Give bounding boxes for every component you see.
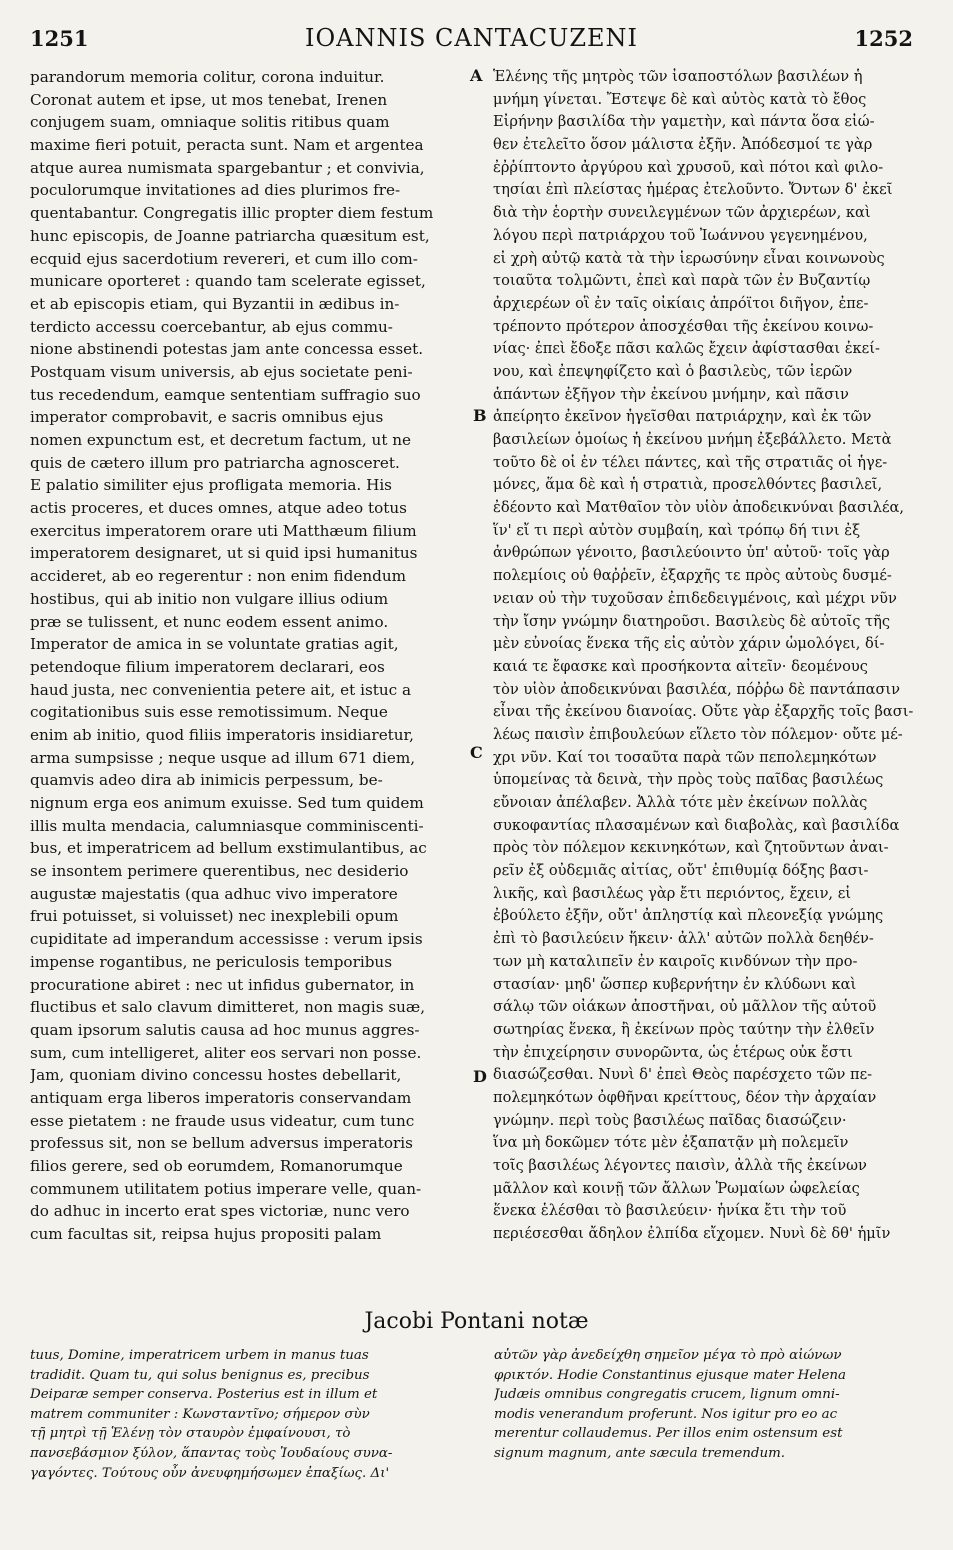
greek-text-line: ἵν' εἴ τι περὶ αὐτὸν συμβαίη, καὶ τρόπῳ δή τινι ἐξ bbox=[493, 521, 861, 539]
latin-text-line: illis multa mendacia, calumniasque comminiscenti- bbox=[30, 816, 424, 835]
margin-letter-c: C bbox=[470, 743, 483, 762]
note-text-line: γαγόντες. Τούτους οὖν ἀνευφημήσωμεν ἐπαξίως. Δι' bbox=[30, 1465, 390, 1481]
latin-text-line: Postquam visum universis, ab ejus societate peni- bbox=[30, 362, 413, 381]
latin-text-line: haud justa, nec convenientia petere ait, et istuc a bbox=[30, 680, 412, 699]
greek-text-line: εἶναι τῆς ἐκείνου διανοίας. Οὔτε γὰρ ἐξαρχῆς τοῖς βασι- bbox=[493, 703, 913, 721]
latin-text-line: quam ipsorum salutis causa ad hoc munus aggres- bbox=[30, 1020, 420, 1039]
latin-text-line: nignum erga eos animum exuisse. Sed tum quidem bbox=[30, 794, 424, 812]
greek-text-line: ἀπείρητο ἐκεῖνον ἡγεῖσθαι πατριάρχην, καὶ ἐκ τῶν bbox=[493, 408, 872, 426]
latin-text-line: maxime fieri potuit, peracta sunt. Nam et argentea bbox=[30, 136, 424, 155]
note-text-line: Judæis omnibus congregatis crucem, lignum omni- bbox=[494, 1387, 840, 1403]
greek-text-line: μὲν εὐνοίας ἕνεκα τῆς εἰς αὐτὸν χάριν ὡμολόγει, δί- bbox=[493, 635, 885, 653]
greek-text-line: Εἰρήνην βασιλίδα τὴν γαμετὴν, καὶ πάντα ὅσα εἰώ- bbox=[493, 113, 875, 131]
latin-text-line: se insontem perimere querentibus, nec desiderio bbox=[30, 862, 409, 881]
greek-text-line: ὑπομείνας τὰ δεινὰ, τὴν πρὸς τοὺς παῖδας βασιλέως bbox=[493, 771, 884, 789]
latin-text-line: cogitationibus suis esse remotissimum. Neque bbox=[30, 703, 388, 722]
greek-text-line: πολεμηκότων ὀφθῆναι κρείττους, δέον τὴν ἀρχαίαν bbox=[493, 1088, 877, 1106]
greek-text-line: λόγου περὶ πατριάρχου τοῦ Ἰωάννου γεγενημένου, bbox=[493, 226, 868, 244]
greek-text-line: τοῖς βασιλέως λέγοντες παισὶν, ἀλλὰ τῆς ἐκείνων bbox=[493, 1157, 867, 1174]
latin-text-line: Coronat autem et ipse, ut mos tenebat, Irenen bbox=[30, 90, 388, 109]
note-text-line: tradidit. Quam tu, qui solus benignus es, precibus bbox=[30, 1367, 370, 1383]
greek-text-line: τοῦτο δὲ οἱ ἐν τέλει πάντες, καὶ τῆς στρατιᾶς οἱ ἡγε- bbox=[493, 453, 888, 471]
latin-text-line: enim ab initio, quod filiis imperatoris insidiaretur, bbox=[30, 725, 414, 744]
latin-text-line: impense rogantibus, ne periculosis temporibus bbox=[30, 952, 392, 971]
latin-text-line: professus sit, non se bellum adversus imperatoris bbox=[30, 1134, 413, 1153]
latin-text-line: præ se tulissent, et nunc eodem essent animo. bbox=[30, 612, 389, 631]
page-number-left: 1251 bbox=[30, 26, 89, 51]
latin-text-line: poculorumque invitationes ad dies plurimos fre- bbox=[30, 181, 401, 200]
greek-text-line: ἀνθρώπων γένοιτο, βασιλεύοιντο ὑπ' αὐτοῦ· τοῖς γὰρ bbox=[493, 544, 890, 562]
latin-text-line: ecquid ejus sacerdotium revereri, et cum illo com- bbox=[30, 249, 418, 268]
note-text-line: φρικτόν. Hodie Constantinus ejusque mater Helena bbox=[494, 1367, 847, 1383]
greek-text-line: διὰ τὴν ἑορτὴν συνειλεγμένων τῶν ἀρχιερέων, καὶ bbox=[493, 204, 871, 222]
latin-text-line: conjugem suam, omniaque solitis ritibus quam bbox=[30, 113, 390, 132]
latin-text-line: imperator comprobavit, e sacris omnibus ejus bbox=[30, 408, 384, 427]
greek-text-line: ἐδέοντο καὶ Ματθαῖον τὸν υἱὸν ἀποδεικνύναι βασιλέα, bbox=[493, 499, 904, 517]
latin-text-line: bus, et imperatricem ad bellum exstimulantibus, ac bbox=[30, 839, 427, 858]
latin-text-line: actis proceres, et duces omnes, atque adeo totus bbox=[30, 499, 407, 518]
latin-text-line: communem utilitatem potius imperare velle, quan- bbox=[30, 1179, 422, 1198]
running-title: IOANNIS CANTACUZENI bbox=[304, 24, 639, 52]
greek-text-line: βασιλείων ὁμοίως ἡ ἐκείνου μνήμη ἐξεβάλλετο. Μετὰ bbox=[493, 431, 892, 448]
greek-text-line: ἐπὶ τὸ βασιλεύειν ἥκειν· ἀλλ' αὐτῶν πολλὰ δεηθέν- bbox=[493, 930, 874, 948]
latin-text-line: nomen expunctum est, et decretum factum, ut ne bbox=[30, 431, 412, 449]
greek-text-line: τοιαῦτα τολμῶντι, ἐπεὶ καὶ παρὰ τῶν ἐν Βυζαντίῳ bbox=[493, 272, 871, 290]
latin-text-line: Imperator de amica in se voluntate gratias agit, bbox=[30, 635, 399, 654]
latin-text-line: nione abstinendi potestas jam ante concessa esset. bbox=[30, 340, 424, 359]
margin-letter-b: B bbox=[473, 406, 487, 425]
note-text-line: merentur collaudemus. Per illos enim ostensum est bbox=[494, 1426, 843, 1442]
greek-text-line: νειαν οὐ τὴν τυχοῦσαν ἐπιδεδειγμένοις, καὶ μέχρι νῦν bbox=[493, 589, 897, 607]
latin-text-line: exercitus imperatorem orare uti Matthæum filium bbox=[30, 521, 417, 540]
greek-text-line: τρέποντο πρότερον ἀποσχέσθαι τῆς ἐκείνου κοινω- bbox=[493, 317, 874, 335]
latin-text-line: do adhuc in incerto erat spes victoriæ, nunc vero bbox=[30, 1202, 410, 1221]
greek-text-line: των μὴ καταλιπεῖν ἐν καιροῖς κινδύνων τὴν προ- bbox=[493, 952, 858, 970]
latin-text-line: augustæ majestatis (qua adhuc vivo imperatore bbox=[30, 884, 398, 903]
latin-text-line: antiquam erga liberos imperatoris conservandam bbox=[30, 1088, 412, 1107]
notes-left-column bbox=[30, 1346, 470, 1483]
greek-text-line: μᾶλλον καὶ κοινῇ τῶν ἄλλων Ῥωμαίων ὠφελείας bbox=[493, 1179, 860, 1197]
greek-text-line: μνήμη γίνεται. Ἔστεψε δὲ καὶ αὐτὸς κατὰ τὸ ἔθος bbox=[493, 90, 867, 108]
greek-text-line: ἁπάντων ἐξῆγον τὴν ἐκείνου μνήμην, καὶ πᾶσιν bbox=[493, 385, 849, 403]
greek-text-line: ἕνεκα ἑλέσθαι τὸ βασιλεύειν· ἡνίκα ἔτι τὴν τοῦ bbox=[493, 1202, 847, 1220]
page-number-right: 1252 bbox=[854, 26, 913, 51]
greek-text-line: στασίαν· μηδ' ὥσπερ κυβερνήτην ἐν κλύδωνι καὶ bbox=[493, 975, 857, 993]
greek-text-line: λέως παισὶν ἐπιβουλεύων εἵλετο τὸν πόλεμον· οὔτε μέ- bbox=[493, 725, 903, 743]
note-text-line: modis venerandum proferunt. Nos igitur pro eo ac bbox=[494, 1406, 838, 1422]
greek-text-line: νου, καὶ ἐπεψηφίζετο καὶ ὁ βασιλεὺς, τῶν ἱερῶν bbox=[493, 362, 853, 380]
greek-text-line: συκοφαντίας πλασαμένων καὶ διαβολὰς, καὶ βασιλίδα bbox=[493, 816, 900, 834]
greek-text-line: τὴν ἐπιχείρησιν συνορῶντα, ὡς ἑτέρως οὐκ ἔστι bbox=[493, 1043, 853, 1061]
latin-text-line: sum, cum intelligeret, aliter eos servari non posse. bbox=[30, 1043, 422, 1062]
latin-text-line: hunc episcopis, de Joanne patriarcha quæsitum est, bbox=[30, 226, 430, 245]
latin-text-line: cum facultas sit, reipsa hujus propositi palam bbox=[30, 1225, 382, 1244]
margin-letter-a: A bbox=[470, 66, 483, 85]
greek-text-line: γνώμην. περὶ τοὺς βασιλέως παῖδας διασώζειν· bbox=[493, 1111, 847, 1129]
latin-text-line: accideret, ab eo regerentur : non enim fidendum bbox=[30, 567, 407, 586]
greek-text-line: λικῆς, καὶ βασιλέως γὰρ ἔτι περιόντος, ἔχειν, εἰ bbox=[493, 884, 851, 902]
latin-text-line: E palatio similiter ejus profligata memoria. His bbox=[30, 476, 392, 495]
greek-text-line: διασώζεσθαι. Νυνὶ δ' ἐπεὶ Θεὸς παρέσχετο τῶν πε- bbox=[493, 1066, 873, 1084]
greek-text-line: νίας· ἐπεὶ ἔδοξε πᾶσι καλῶς ἔχειν ἀφίστασθαι ἐκεί- bbox=[493, 340, 880, 358]
latin-text-line: quis de cætero illum pro patriarcha agnosceret. bbox=[30, 453, 400, 472]
note-text-line: matrem communiter : Κωνσταντῖνο; σήμερον σὺν bbox=[30, 1406, 370, 1422]
note-text-line: αὐτῶν γὰρ ἀνεδείχθη σημεῖον μέγα τὸ πρὸ αἰώνων bbox=[494, 1348, 842, 1363]
latin-text-line: terdicto accessu coercebantur, ab ejus commu- bbox=[30, 317, 393, 336]
greek-text-line: ρεῖν ἐξ οὐδεμιᾶς αἰτίας, οὔτ' ἐπιθυμίᾳ δόξης βασι- bbox=[493, 862, 869, 880]
greek-text-line: τὴν ἴσην γνώμην διατηροῦσι. Βασιλεὺς δὲ αὐτοῖς τῆς bbox=[493, 612, 891, 630]
greek-text-line: μόνες, ἅμα δὲ καὶ ἡ στρατιὰ, προσελθόντες βασιλεῖ, bbox=[493, 476, 883, 494]
greek-text-line: θεν ἐτελεῖτο ὅσον μάλιστα ἐξῆν. Ἀπόδεσμοί τε γὰρ bbox=[493, 136, 873, 154]
note-text-line: πανσεβάσμιον ξύλον, ἅπαντας τοὺς Ἰουδαίους συνα- bbox=[30, 1445, 393, 1461]
greek-text-line: ἐῤῥίπτοντο ἀργύρου καὶ χρυσοῦ, καὶ πότοι καὶ φιλο- bbox=[493, 158, 884, 176]
latin-text-line: arma sumpsisse ; neque usque ad illum 671 diem, bbox=[30, 748, 416, 767]
latin-text-line: frui potuisset, si voluisset) nec inexplebili opum bbox=[30, 907, 399, 926]
greek-text-line: εἰ χρὴ αὐτῷ κατὰ τὰ τὴν ἱερωσύνην εἶναι κοινωνοὺς bbox=[493, 249, 885, 267]
greek-text-line: τησίαι ἐπὶ πλείστας ἡμέρας ἐτελοῦντο. Ὄντων δ' ἐκεῖ bbox=[493, 181, 893, 199]
notes-right-column bbox=[494, 1346, 914, 1464]
latin-text-line: parandorum memoria colitur, corona induitur. bbox=[30, 68, 385, 86]
latin-text-line: cupiditate ad imperandum accessisse : verum ipsis bbox=[30, 930, 423, 949]
latin-text-line: hostibus, qui ab initio non vulgare illius odium bbox=[30, 589, 389, 608]
latin-text-line: procuratione abiret : nec ut infidus gubernator, in bbox=[30, 975, 415, 994]
greek-text-line: καιά τε ἔφασκε καὶ προσήκοντα αἰτεῖν· δεομένους bbox=[493, 657, 868, 675]
margin-letter-d: D bbox=[473, 1067, 487, 1086]
latin-text-line: imperatorem designaret, ut si quid ipsi humanitus bbox=[30, 544, 418, 563]
greek-text-line: πρὸς τὸν πόλεμον κεκινηκότων, καὶ ζητοῦντων ἀναι- bbox=[493, 839, 889, 857]
latin-text-line: fluctibus et salo clavum dimitteret, non magis suæ, bbox=[30, 998, 426, 1017]
latin-text-line: Jam, quoniam divino concessu hostes debellarit, bbox=[30, 1066, 402, 1085]
note-text-line: Deiparæ semper conserva. Posterius est in illum et bbox=[30, 1387, 378, 1403]
greek-text-line: τὸν υἱὸν ἀποδεικνύναι βασιλέα, πόῤῥω δὲ παντάπασιν bbox=[493, 680, 901, 698]
note-text-line: signum magnum, ante sæcula tremendum. bbox=[494, 1445, 786, 1461]
latin-text-line: municare oporteret : quando tam scelerate egisset, bbox=[30, 272, 426, 291]
greek-text-line: ἀρχιερέων οἳ ἐν ταῖς οἰκίαις ἀπρόϊτοι διῆγον, ἐπε- bbox=[493, 294, 869, 312]
greek-text-line: πολεμίοις οὐ θαῤῥεῖν, ἐξαρχῆς τε πρὸς αὐτοὺς δυσμέ- bbox=[493, 567, 892, 585]
running-header bbox=[30, 18, 913, 58]
latin-text-line: filios gerere, sed ob eorumdem, Romanorumque bbox=[30, 1157, 403, 1175]
latin-text-line: quentabantur. Congregatis illic propter diem festum bbox=[30, 204, 434, 223]
greek-text-line: περιέσεσθαι ἄδηλον ἐλπίδα εἴχομεν. Νυνὶ δὲ δθ' ἡμῖν bbox=[493, 1225, 891, 1243]
greek-column bbox=[493, 66, 913, 1246]
greek-text-line: ἐβούλετο ἐξῆν, οὔτ' ἀπληστίᾳ καὶ πλεονεξίᾳ γνώμης bbox=[493, 907, 884, 925]
note-text-line: τῇ μητρὶ τῇ Ἑλένῃ τὸν σταυρὸν ἐμφαίνουσι, τὸ bbox=[30, 1426, 351, 1442]
note-text-line: tuus, Domine, imperatricem urbem in manus tuas bbox=[30, 1348, 369, 1363]
latin-column bbox=[30, 66, 458, 1246]
greek-text-line: χρι νῦν. Καί τοι τοσαῦτα παρὰ τῶν πεπολεμηκότων bbox=[493, 748, 877, 766]
greek-text-line: σάλῳ τῶν οἰάκων ἀποστῆναι, οὐ μᾶλλον τῆς αὑτοῦ bbox=[493, 998, 877, 1016]
latin-text-line: quamvis adeo dira ab inimicis perpessum, be- bbox=[30, 771, 383, 790]
greek-text-line: σωτηρίας ἕνεκα, ἢ ἐκείνων πρὸς ταύτην τὴν ἐλθεῖν bbox=[493, 1020, 875, 1038]
latin-text-line: petendoque filium imperatorem declarari, eos bbox=[30, 657, 385, 676]
latin-text-line: tus recedendum, eamque sententiam suffragio suo bbox=[30, 385, 421, 404]
notes-title: Jacobi Pontani notæ bbox=[364, 1309, 589, 1334]
latin-text-line: esse pietatem : ne fraude usus videatur, cum tunc bbox=[30, 1111, 415, 1130]
greek-text-line: Ἑλένης τῆς μητρὸς τῶν ἰσαποστόλων βασιλέων ἡ bbox=[493, 68, 863, 85]
latin-text-line: et ab episcopis etiam, qui Byzantii in ædibus in- bbox=[30, 294, 400, 313]
latin-text-line: atque aurea numismata spargebantur ; et convivia, bbox=[30, 158, 425, 177]
greek-text-line: ἵνα μὴ δοκῶμεν τότε μὲν ἐξαπατᾷν μὴ πολεμεῖν bbox=[493, 1134, 849, 1152]
greek-text-line: εὔνοιαν ἀπέλαβεν. Ἀλλὰ τότε μὲν ἐκείνων πολλὰς bbox=[493, 794, 868, 811]
